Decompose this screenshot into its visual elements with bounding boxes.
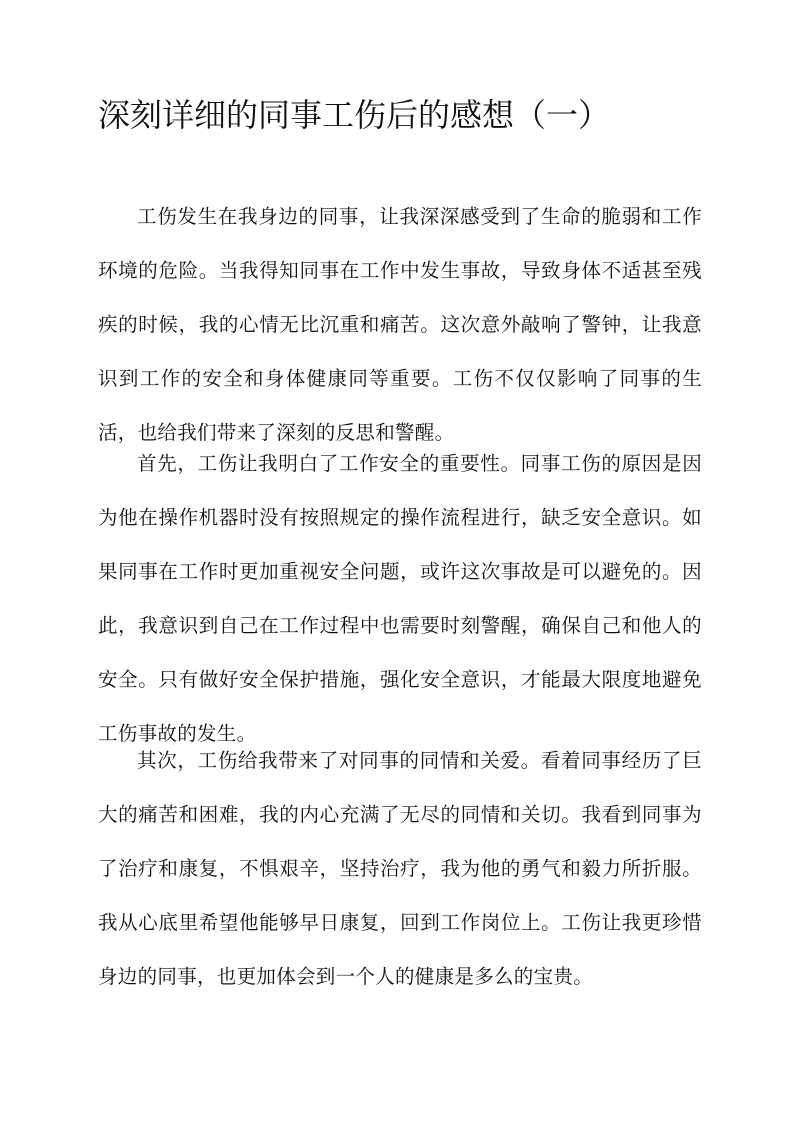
paragraph-2: 首先，工伤让我明白了工作安全的重要性。同事工伤的原因是因为他在操作机器时没有按照规定的操作流程进行，缺乏安全意识。如果同事在工作时更加重视安全问题，或许这次事故是可以避免的。因此，我意识到自己在工作过程中也需要时刻警醒，确保自己和他人的安全。只有做好安全保护措施，强化安全意识，才能最大限度地避免工伤事故的发生。 [98,452,702,745]
paragraph-3: 其次，工伤给我带来了对同事的同情和关爱。看着同事经历了巨大的痛苦和困难，我的内心充满了无尽的同情和关切。我看到同事为了治疗和康复，不惧艰辛，坚持治疗，我为他的勇气和毅力所折服。我从心底里希望他能够早日康复，回到工作岗位上。工伤让我更珍惜身边的同事，也更加体会到一个人的健康是多么的宝贵。 [98,749,702,988]
document-title: 深刻详细的同事工伤后的感想（一） [98,96,611,134]
paragraph-1: 工伤发生在我身边的同事，让我深深感受到了生命的脆弱和工作环境的危险。当我得知同事在工作中发生事故，导致身体不适甚至残疾的时候，我的心情无比沉重和痛苦。这次意外敲响了警钟，让我意识到工作的安全和身体健康同等重要。工伤不仅仅影响了同事的生活，也给我们带来了深刻的反思和警醒。 [98,205,702,444]
